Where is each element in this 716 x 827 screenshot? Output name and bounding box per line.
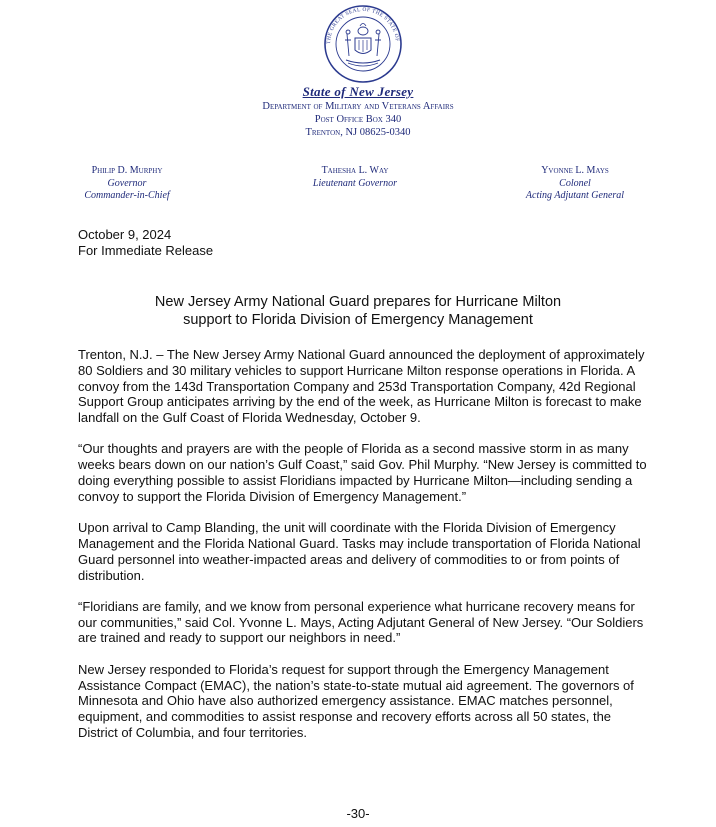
- official-name: Tahesha L. Way: [321, 165, 389, 176]
- release-date: October 9, 2024: [78, 227, 172, 242]
- paragraph-5: New Jersey responded to Florida’s request for support through the Emergency Management Assistance Compact (EMAC), the nation’s state-to-state mutual aid agreement. The governors of Minnesota and Ohio have also authorized emergency assistance. EMAC matches personnel, equipment, and commodities to assist response and recovery efforts across all 50 states, the District of Columbia, and four territories.: [78, 661, 634, 740]
- official-role-secondary: Commander-in-Chief: [84, 190, 170, 201]
- official-role: Colonel: [559, 177, 591, 189]
- official-lieutenant-governor: [290, 165, 420, 190]
- official-role: Lieutenant Governor: [312, 177, 398, 189]
- official-name: Philip D. Murphy: [91, 165, 163, 176]
- paragraph-2: “Our thoughts and prayers are with the people of Florida as a second massive storm in as many weeks bears down on our nation’s Gulf Coast,” said Gov. Phil Murphy. “New Jersey is committed to doing everything possible to assist Floridians impacted by Hurricane Milton—including sending a convoy to support the Florida Division of Emergency Management.”: [78, 441, 647, 504]
- po-box: Post Office Box 340: [314, 114, 402, 125]
- headline-line-2: support to Florida Division of Emergency Management: [183, 312, 533, 328]
- state-name: State of New Jersey: [302, 84, 414, 99]
- headline-line-1: New Jersey Army National Guard prepares for Hurricane Milton: [154, 294, 562, 310]
- official-role-secondary: Acting Adjutant General: [525, 190, 625, 201]
- headline: [0, 293, 716, 329]
- paragraph-4: “Floridians are family, and we know from personal experience what hurricane recovery means for our communities,” said Col. Yvonne L. Mays, Acting Adjutant General of New Jersey. “Our Soldiers are trained and ready to support our neighbors in need.”: [78, 598, 644, 646]
- official-adjutant-general: [500, 165, 650, 203]
- paragraph-1: Trenton, N.J. – The New Jersey Army National Guard announced the deployment of approximately 80 Soldiers and 30 military vehicles to support Hurricane Milton response operations in Florida. A convoy from the 143d Transportation Company and 253d Transportation Company, 42d Regional Support Group anticipates arriving by the end of the week, as Hurricane Milton is forecast to make landfall on the Gulf Coast of Florida Wednesday, October 9.: [78, 347, 645, 426]
- letterhead: [0, 84, 716, 139]
- city-address: Trenton, NJ 08625-0340: [305, 127, 411, 138]
- release-info: [78, 227, 213, 259]
- body-text: [78, 347, 648, 756]
- end-mark: -30-: [346, 806, 370, 821]
- seal-text: THE GREAT SEAL OF THE STATE OF: [325, 6, 400, 45]
- official-governor: [62, 165, 192, 203]
- official-name: Yvonne L. Mays: [541, 165, 609, 176]
- state-seal: [318, 4, 408, 84]
- paragraph-3: Upon arrival to Camp Blanding, the unit will coordinate with the Florida Division of Emergency Management and the Florida National Guard. Tasks may include transportation of Florida National Guard personnel into weather-impacted areas and delivery of commodities to or from points of distribution.: [78, 520, 641, 583]
- department-name: Department of Military and Veterans Affairs: [262, 101, 454, 112]
- official-role: Governor: [107, 177, 147, 189]
- release-label: For Immediate Release: [78, 243, 214, 258]
